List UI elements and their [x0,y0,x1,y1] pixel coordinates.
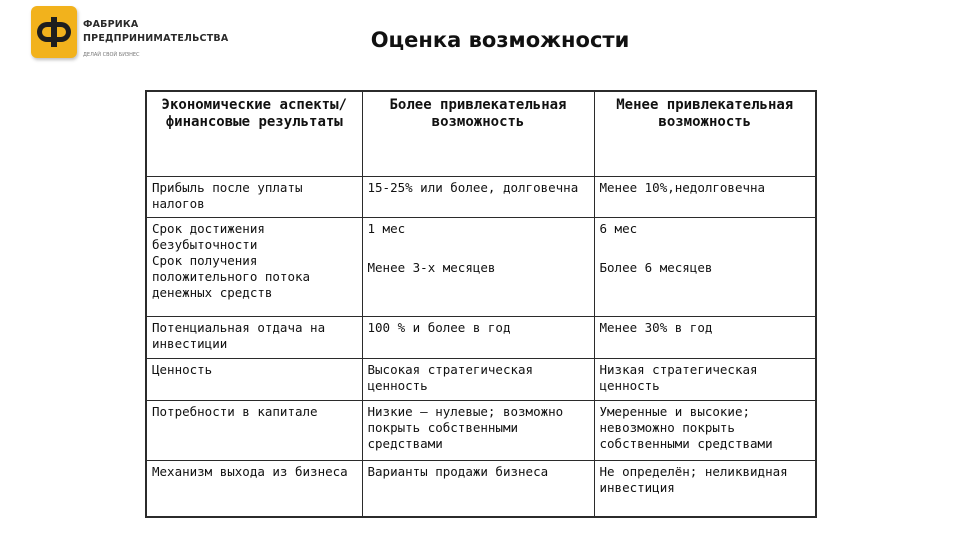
cell-text: Варианты продажи бизнеса [367,463,549,479]
table-row [147,316,815,358]
cell-aspect [147,316,362,358]
header-more-attractive: Более привлекательная возможность [362,92,594,176]
cell-aspect [147,176,362,217]
cell-less [594,460,815,516]
cell-aspect [147,400,362,460]
cell-text: Срок достижения безубыточности [152,220,265,252]
logo-wordmark [83,18,228,46]
table-row [147,217,815,316]
cell-text: Прибыль после уплаты налогов [152,179,303,211]
cell-text: Высокая стратегическая ценность [367,361,534,393]
cell-less [594,176,815,217]
cell-text: 100 % и более в год [367,319,511,335]
cell-text: Механизм выхода из бизнеса [152,463,348,479]
evaluation-table [147,92,815,516]
cell-text: Потребности в капитале [152,403,318,419]
cell-text: Менее 30% в год [599,319,713,335]
cell-text: Менее 3-х месяцев [367,259,496,275]
cell-more [362,460,594,516]
table-row [147,460,815,516]
table-row [147,176,815,217]
cell-text: Потенциальная отдача на инвестиции [152,319,326,351]
cell-more [362,217,594,316]
cell-text: 1 мес [367,220,406,236]
cell-less [594,400,815,460]
logo-line-1: ФАБРИКА [83,19,139,30]
cell-more [362,400,594,460]
cell-aspect [147,460,362,516]
page-title: Оценка возможности [370,28,630,52]
cell-text: Низкие – нулевые; возможно покрыть собственными средствами [367,403,564,451]
cell-aspect [147,217,362,316]
header-aspects: Экономические аспекты/ финансовые результаты [147,92,362,176]
cell-less [594,217,815,316]
table-row [147,358,815,400]
header-less-attractive: Менее привлекательная возможность [594,92,815,176]
cell-text: 15-25% или более, долговечна [367,179,579,195]
cell-less [594,316,815,358]
table-row [147,400,815,460]
logo-line-2: ПРЕДПРИНИМАТЕЛЬСТВА [83,33,229,44]
cell-more [362,176,594,217]
cell-text: Не определён; неликвидная инвестиция [599,463,788,495]
cell-aspect [147,358,362,400]
cell-text: Срок получения положительного потока денежных средств [152,252,311,300]
cell-text: Более 6 месяцев [599,259,713,275]
cell-text: Ценность [152,361,213,377]
cell-text: Менее 10%,недолговечна [599,179,766,195]
cell-text: 6 мес [599,220,638,236]
brand-logo [28,6,229,62]
logo-mark-icon [31,6,77,58]
table-header-row [147,92,815,176]
evaluation-table-frame [145,90,817,518]
cell-text: Низкая стратегическая ценность [599,361,758,393]
cell-more [362,358,594,400]
cell-less [594,358,815,400]
cell-more [362,316,594,358]
cell-text: Умеренные и высокие; невозможно покрыть собственными средствами [599,403,773,451]
logo-tagline: ДЕЛАЙ СВОЙ БИЗНЕС [83,52,140,58]
